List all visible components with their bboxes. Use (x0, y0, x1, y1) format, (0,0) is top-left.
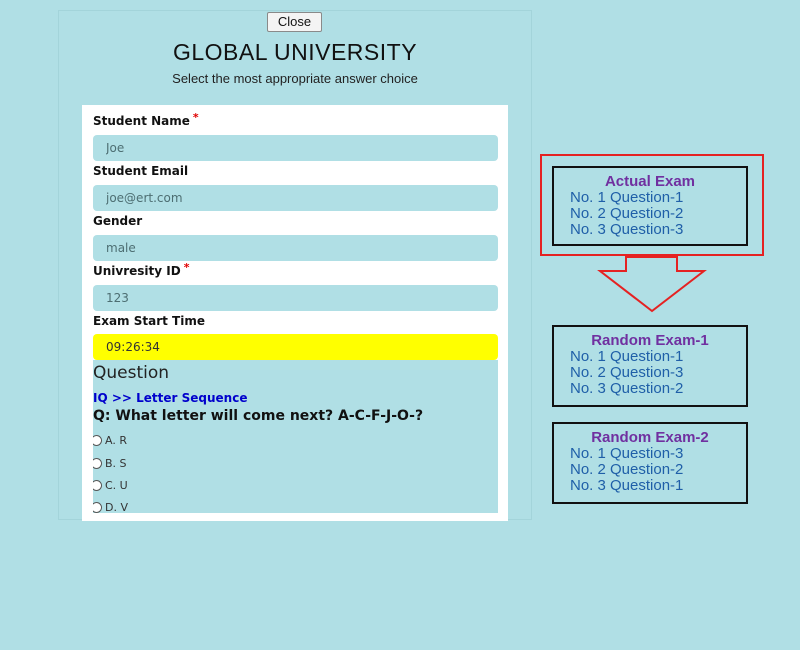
random-exam-2-box (552, 422, 748, 504)
question-heading: Question (93, 363, 170, 383)
gender-label: Gender (93, 214, 143, 228)
exam-question-line: No. 3 Question-3 (570, 221, 684, 238)
answer-option-label: C. U (105, 478, 128, 492)
exam-question-line: No. 2 Question-2 (570, 205, 684, 222)
exam-question-line: No. 1 Question-1 (570, 189, 684, 206)
required-marker: * (192, 111, 199, 124)
exam-question-line: No. 3 Question-1 (570, 477, 684, 494)
exam-question-line: No. 1 Question-1 (570, 348, 684, 365)
exam-question-line: No. 1 Question-3 (570, 445, 684, 462)
question-text: Q: What letter will come next? A-C-F-J-O-? (93, 408, 424, 424)
required-marker: * (183, 261, 190, 274)
exam-title: Random Exam-2 (591, 429, 709, 446)
exam-question-line: No. 2 Question-2 (570, 461, 684, 478)
answer-option-label: A. R (105, 433, 127, 447)
close-button[interactable]: Close (267, 12, 322, 32)
exam-title: Random Exam-1 (591, 332, 709, 349)
question-category: IQ >> Letter Sequence (93, 391, 248, 405)
actual-exam-box (552, 166, 748, 246)
random-exam-1-box (552, 325, 748, 407)
university-id-label-text: Univresity ID (93, 264, 181, 278)
exam-question-line: No. 2 Question-3 (570, 364, 684, 381)
page-subtitle: Select the most appropriate answer choice (172, 71, 418, 86)
answer-option-label: B. S (105, 456, 127, 470)
exam-question-line: No. 3 Question-2 (570, 380, 684, 397)
student-email-label: Student Email (93, 164, 189, 178)
page-title: GLOBAL UNIVERSITY (172, 39, 418, 65)
exam-title: Actual Exam (604, 173, 696, 190)
answer-option-label: D. V (105, 500, 128, 513)
exam-start-time-label: Exam Start Time (93, 314, 205, 328)
student-name-label-text: Student Name (93, 114, 190, 128)
